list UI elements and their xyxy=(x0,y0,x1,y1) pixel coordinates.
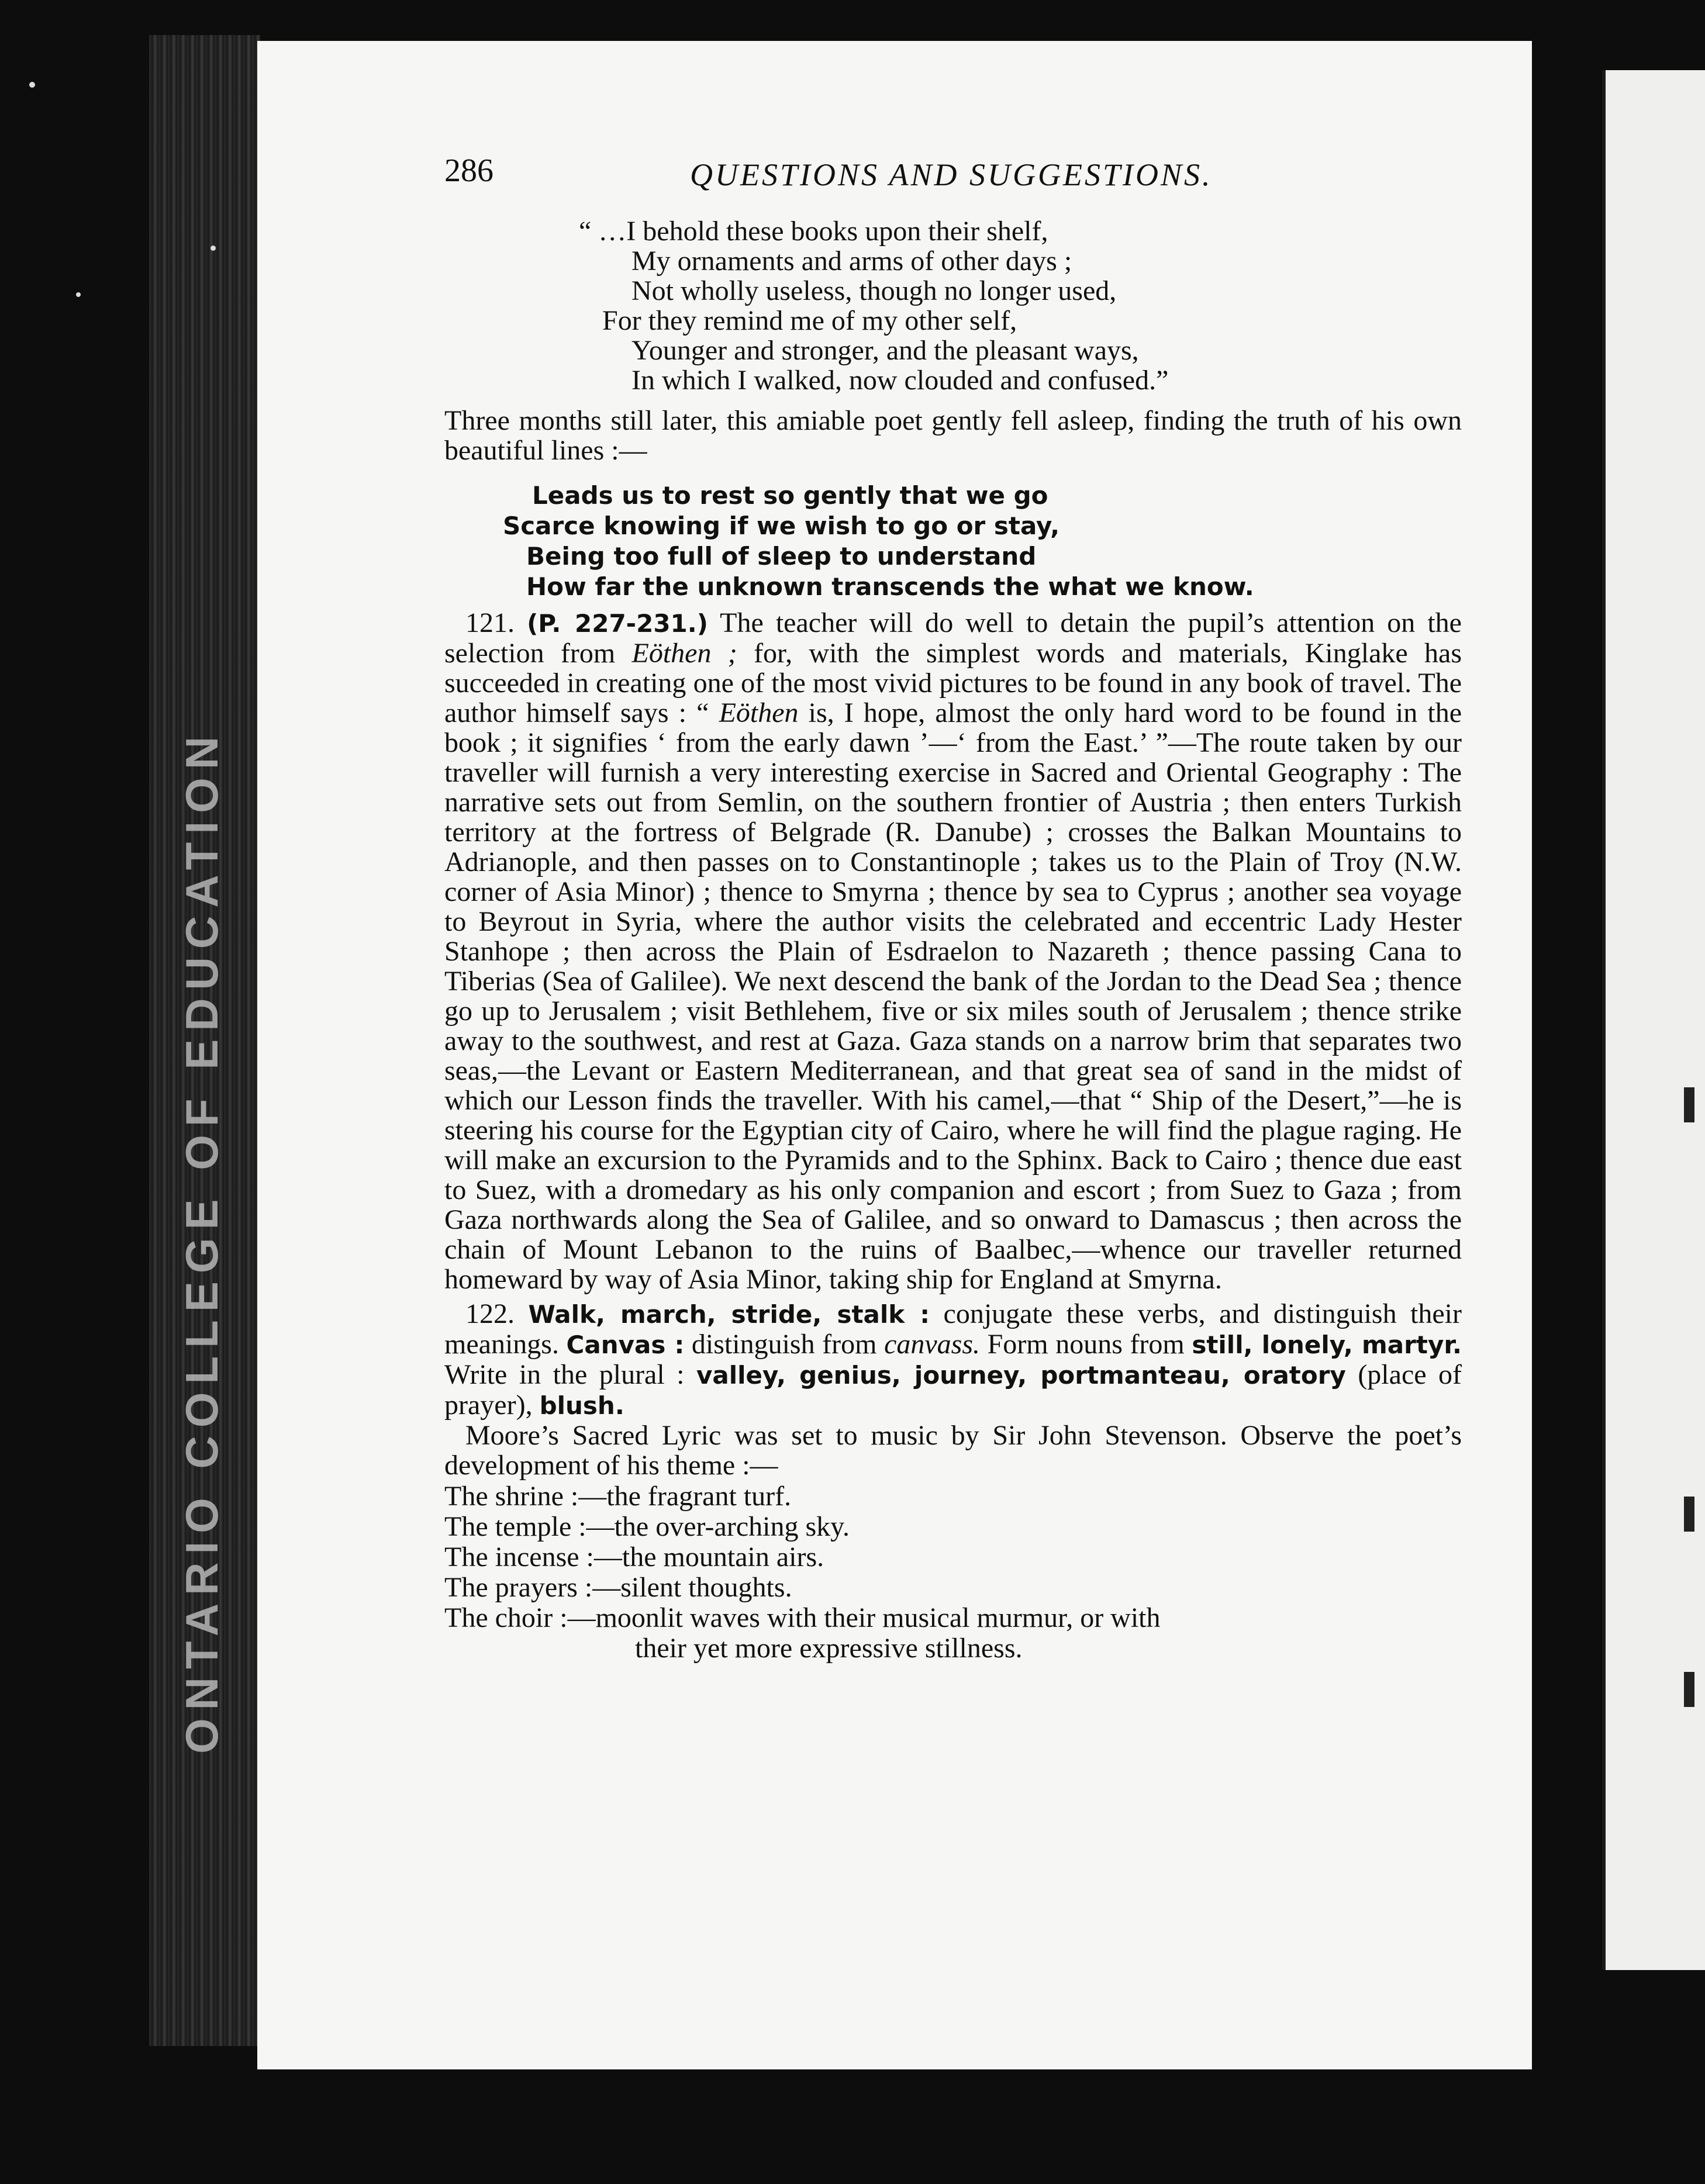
bold-verse xyxy=(444,481,1462,602)
theme-list xyxy=(444,1481,1462,1664)
verse-line: Being too full of sleep to understand xyxy=(526,542,1037,571)
edge-mark xyxy=(1684,1087,1694,1122)
section-text: for, with the simplest words and materials, Kinglake has succeeded in creating one of the most vivid pictures to be found in any book of travel. The author himself says : “ xyxy=(444,638,1462,728)
section-122 xyxy=(444,1299,1462,1421)
poem-line: Not wholly useless, though no longer used, xyxy=(631,275,1117,306)
theme-item: The prayers :—silent thoughts. xyxy=(444,1572,792,1603)
page-header xyxy=(444,152,1462,210)
dust-speck xyxy=(210,246,216,251)
section-text: distinguish from xyxy=(684,1329,885,1360)
section-number: 121. xyxy=(465,607,515,638)
verse-line: How far the unknown transcends the what we know. xyxy=(526,572,1254,601)
spine-stamp: ONTARIO COLLEGE OF EDUCATION xyxy=(176,728,227,1754)
italic-title: Eöthen ; xyxy=(631,638,737,669)
bold-term: valley, genius, journey, portmanteau, oratory xyxy=(696,1361,1346,1390)
poem-line: In which I walked, now clouded and confused.” xyxy=(631,365,1169,396)
section-121 xyxy=(444,608,1462,1294)
section-text: Form nouns from xyxy=(980,1329,1192,1360)
theme-item: The temple :—the over-arching sky. xyxy=(444,1511,850,1542)
edge-mark xyxy=(1684,1497,1694,1532)
poem-line: Younger and stronger, and the pleasant ways, xyxy=(631,335,1139,366)
page-content xyxy=(444,152,1462,1664)
section-text: The teacher will do well to detain the pupil’s attention on the selection from xyxy=(444,607,1462,669)
italic-title: Eöthen xyxy=(719,697,799,728)
poem-line: My ornaments and arms of other days ; xyxy=(631,246,1072,277)
section-text: (place of prayer), xyxy=(444,1359,1462,1421)
moore-paragraph: Moore’s Sacred Lyric was set to music by Sir John Stevenson. Observe the poet’s development of his theme :— xyxy=(444,1420,1462,1481)
bold-term: Walk, march, stride, stalk : xyxy=(528,1300,930,1329)
edge-mark xyxy=(1684,1672,1694,1707)
italic-term: canvass. xyxy=(884,1329,981,1360)
theme-item: The choir :—moonlit waves with their musical murmur, or with xyxy=(444,1602,1161,1633)
bold-term: blush. xyxy=(539,1391,624,1420)
dust-speck xyxy=(29,82,35,88)
section-text: conjugate these verbs, and distinguish their meanings. xyxy=(444,1298,1462,1360)
theme-item: The incense :—the mountain airs. xyxy=(444,1542,824,1573)
running-head: QUESTIONS AND SUGGESTIONS. xyxy=(690,157,1213,192)
page-reference: (P. 227-231.) xyxy=(527,609,708,638)
dust-speck xyxy=(76,292,81,297)
poem-quote xyxy=(444,216,1462,395)
section-number: 122. xyxy=(465,1298,515,1329)
theme-item-continuation: their yet more expressive stillness. xyxy=(635,1633,1023,1664)
bold-term: still, lonely, martyr. xyxy=(1192,1331,1462,1359)
verse-line: Scarce knowing if we wish to go or stay, xyxy=(503,512,1060,540)
bold-term: Canvas : xyxy=(566,1331,685,1359)
theme-item: The shrine :—the fragrant turf. xyxy=(444,1481,792,1512)
poem-line: For they remind me of my other self, xyxy=(602,305,1017,336)
poem-line: “ …I behold these books upon their shelf, xyxy=(579,216,1048,247)
page-number: 286 xyxy=(444,153,493,189)
section-text: Write in the plural : xyxy=(444,1359,696,1390)
verse-line: Leads us to rest so gently that we go xyxy=(532,481,1048,510)
intro-paragraph: Three months still later, this amiable poet gently fell asleep, finding the truth of his own beautiful lines :— xyxy=(444,405,1462,466)
section-text: is, I hope, almost the only hard word to be found in the book ; it signifies ‘ from the early dawn ’—‘ from the East.’ ”—The route taken by our traveller will furnish a very interesting exercise in Sacred and Oriental Geography : The narrative sets out from Semlin, on the southern frontier of Austria ; then enters Turkish territory at the fortress of Belgrade (R. Danube) ; crosses the Balkan Mountains to Adrianople, and then passes on to Constantinople ; takes us to the Plain of Troy (N.W. corner of Asia Minor) ; thence to Smyrna ; thence by sea to Cyprus ; another sea voyage to Beyrout in Syria, where the author visits the celebrated and eccentric Lady Hester Stanhope ; then across the Plain of Esdraelon to Nazareth ; thence passing Cana to Tiberias (Sea of Galilee). We next descend the bank of the Jordan to the Dead Sea ; thence go up to Jerusalem ; visit Bethlehem, five or six miles south of Jerusalem ; thence strike away to the southwest, and rest at Gaza. Gaza stands on a narrow brim that separates two seas,—the Levant or Eastern Mediterranean, and that great sea of sand in the midst of which our Lesson finds the traveller. With his camel,—that “ Ship of the Desert,”—he is steering his course for the Egyptian city of Cairo, where he will find the plague raging. He will make an excursion to the Pyramids and to the Sphinx. Back to Cairo ; thence due east to Suez, with a dromedary as his only companion and escort ; from Suez to Gaza ; from Gaza northwards along the Sea of Galilee, and so onward to Damascus ; then across the chain of Mount Lebanon to the ruins of Baalbec,—whence our traveller returned homeward by way of Asia Minor, taking ship for England at Smyrna. xyxy=(444,697,1462,1295)
